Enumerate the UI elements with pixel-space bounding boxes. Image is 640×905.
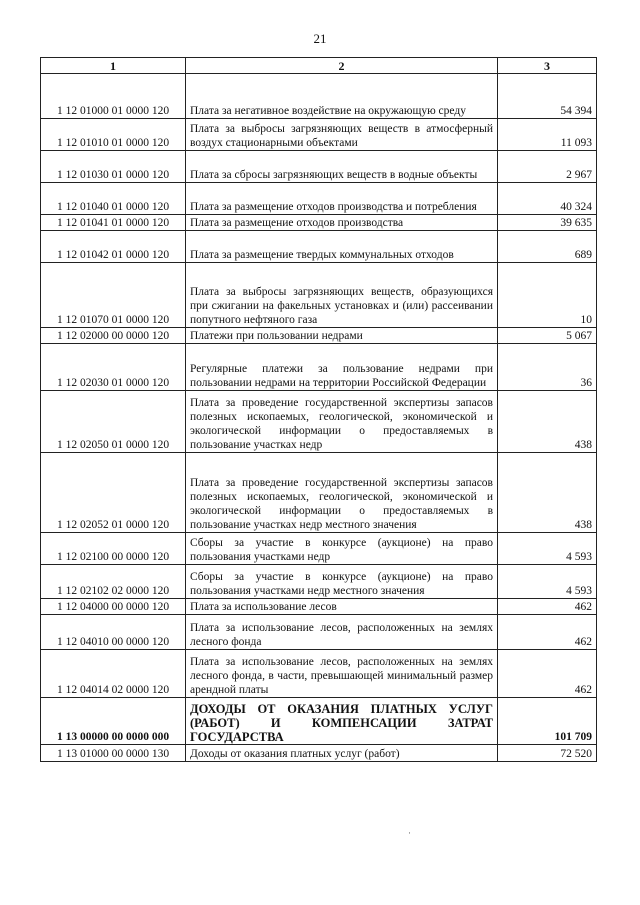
row-code: 1 12 01040 01 0000 120 <box>41 183 186 215</box>
column-header-name: 2 <box>186 58 498 74</box>
row-code: 1 12 04014 02 0000 120 <box>41 650 186 698</box>
row-amount: 54 394 <box>498 74 597 119</box>
table-row-section-total <box>41 698 597 745</box>
table-row <box>41 151 597 183</box>
row-name: Плата за использование лесов <box>186 599 498 615</box>
table-row <box>41 615 597 650</box>
row-code: 1 12 02030 01 0000 120 <box>41 344 186 391</box>
table-row <box>41 328 597 344</box>
row-code: 1 13 01000 00 0000 130 <box>41 745 186 762</box>
row-amount: 438 <box>498 453 597 533</box>
row-code: 1 12 01030 01 0000 120 <box>41 151 186 183</box>
row-code: 1 12 01070 01 0000 120 <box>41 263 186 328</box>
row-code: 1 12 01000 01 0000 120 <box>41 74 186 119</box>
row-code: 1 12 02050 01 0000 120 <box>41 391 186 453</box>
row-name: Плата за размещение твердых коммунальных отходов <box>186 231 498 263</box>
table-row <box>41 74 597 119</box>
row-code: 1 12 01041 01 0000 120 <box>41 215 186 231</box>
row-amount: 5 067 <box>498 328 597 344</box>
row-amount: 462 <box>498 650 597 698</box>
row-amount: 462 <box>498 615 597 650</box>
row-amount: 2 967 <box>498 151 597 183</box>
row-name: Плата за использование лесов, расположенных на землях лесного фонда, в части, превышающей минимальный размер арендной платы <box>186 650 498 698</box>
table-row <box>41 533 597 565</box>
row-amount: 11 093 <box>498 119 597 151</box>
row-code: 1 13 00000 00 0000 000 <box>41 698 186 745</box>
row-name: Плата за проведение государственной экспертизы запасов полезных ископаемых, геологической, экономической и экологической информации о предоставляемых в пользование участках недр <box>186 391 498 453</box>
row-amount: 36 <box>498 344 597 391</box>
row-code: 1 12 01010 01 0000 120 <box>41 119 186 151</box>
row-name: Сборы за участие в конкурсе (аукционе) на право пользования участками недр <box>186 533 498 565</box>
row-name: Сборы за участие в конкурсе (аукционе) на право пользования участками недр местного значения <box>186 565 498 599</box>
row-name: Плата за выбросы загрязняющих веществ в атмосферный воздух стационарными объектами <box>186 119 498 151</box>
row-name: Плата за негативное воздействие на окружающую среду <box>186 74 498 119</box>
row-amount: 462 <box>498 599 597 615</box>
row-amount: 438 <box>498 391 597 453</box>
row-amount: 10 <box>498 263 597 328</box>
table-row <box>41 263 597 328</box>
scan-mark: · <box>408 828 411 838</box>
table-row <box>41 344 597 391</box>
column-header-amount: 3 <box>498 58 597 74</box>
row-amount: 689 <box>498 231 597 263</box>
row-code: 1 12 02000 00 0000 120 <box>41 328 186 344</box>
row-amount: 72 520 <box>498 745 597 762</box>
row-code: 1 12 02102 02 0000 120 <box>41 565 186 599</box>
row-name: Платежи при пользовании недрами <box>186 328 498 344</box>
row-code: 1 12 04010 00 0000 120 <box>41 615 186 650</box>
table-row <box>41 391 597 453</box>
page-number: 21 <box>313 31 327 46</box>
table-row <box>41 650 597 698</box>
revenue-table <box>40 57 597 762</box>
row-amount: 40 324 <box>498 183 597 215</box>
row-code: 1 12 02100 00 0000 120 <box>41 533 186 565</box>
table-row <box>41 119 597 151</box>
table-row <box>41 215 597 231</box>
row-name: Плата за размещение отходов производства <box>186 215 498 231</box>
row-code: 1 12 04000 00 0000 120 <box>41 599 186 615</box>
row-amount: 101 709 <box>498 698 597 745</box>
row-amount: 39 635 <box>498 215 597 231</box>
row-name: Плата за выбросы загрязняющих веществ, образующихся при сжигании на факельных установках и (или) рассеивании попутного нефтяного газа <box>186 263 498 328</box>
table-row <box>41 599 597 615</box>
table-row <box>41 745 597 762</box>
column-header-code: 1 <box>41 58 186 74</box>
row-code: 1 12 02052 01 0000 120 <box>41 453 186 533</box>
row-name: Плата за размещение отходов производства и потребления <box>186 183 498 215</box>
row-amount: 4 593 <box>498 565 597 599</box>
table-row <box>41 565 597 599</box>
row-name: Плата за проведение государственной экспертизы запасов полезных ископаемых, геологической, экономической и экологической информации о предоставляемых в пользование участках недр местного значения <box>186 453 498 533</box>
row-name: Плата за использование лесов, расположенных на землях лесного фонда <box>186 615 498 650</box>
table-row <box>41 231 597 263</box>
row-name: Регулярные платежи за пользование недрами при пользовании недрами на территории Российской Федерации <box>186 344 498 391</box>
row-amount: 4 593 <box>498 533 597 565</box>
table-header-row <box>41 58 597 74</box>
row-code: 1 12 01042 01 0000 120 <box>41 231 186 263</box>
row-name: Доходы от оказания платных услуг (работ) <box>186 745 498 762</box>
table-row <box>41 183 597 215</box>
row-name: Плата за сбросы загрязняющих веществ в водные объекты <box>186 151 498 183</box>
table-row <box>41 453 597 533</box>
row-name: ДОХОДЫ ОТ ОКАЗАНИЯ ПЛАТНЫХ УСЛУГ (РАБОТ) И КОМПЕНСАЦИИ ЗАТРАТ ГОСУДАРСТВА <box>186 698 498 745</box>
